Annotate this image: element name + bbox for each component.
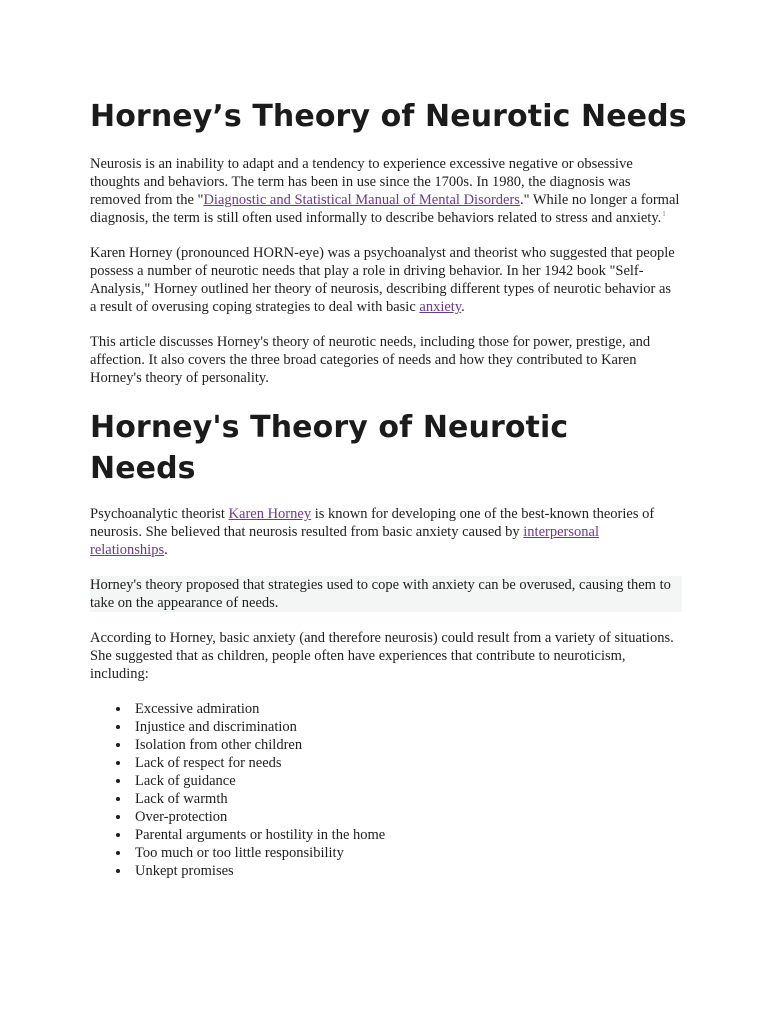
citation-1[interactable]: 1 (662, 210, 666, 219)
dsm-link[interactable]: Diagnostic and Statistical Manual of Mental Disorders (203, 192, 520, 208)
list-item: Lack of guidance (90, 772, 680, 790)
intro-paragraph-3: This article discusses Horney's theory of neurotic needs, including those for power, prestige, and affection. It also covers the three broad categories of needs and how they contributed to Karen Horney's theory of personality. (90, 334, 651, 386)
article-body (90, 96, 687, 880)
causes-list (90, 700, 680, 880)
karen-horney-link[interactable]: Karen Horney (228, 506, 312, 522)
list-item: Lack of warmth (90, 790, 680, 808)
list-item: Isolation from other children (90, 736, 680, 754)
intro-paragraph-2: Karen Horney (pronounced HORN-eye) was a psychoanalyst and theorist who suggested that people possess a number of neurotic needs that play a role in driving behavior. In her 1942 book "Self-Analysis," Horney outlined her theory of neurosis, describing different types of neurotic behavior as a result of overusing coping strategies to deal with basic anxiety. (90, 245, 675, 315)
section-paragraph-1: Psychoanalytic theorist Karen Horney is known for developing one of the best-known theories of neurosis. She believed that neurosis resulted from basic anxiety caused by interpersonal relationships. (90, 506, 655, 558)
bullet-icon (116, 779, 120, 783)
bullet-icon (116, 869, 120, 873)
section-paragraph-2: According to Horney, basic anxiety (and therefore neurosis) could result from a variety of situations. She suggested that as children, people often have experiences that contribute to neuroticism, including: (90, 630, 674, 682)
list-item: Over-protection (90, 808, 680, 826)
bullet-icon (116, 851, 120, 855)
interpersonal-relationships-link[interactable]: interpersonal relationships (90, 524, 599, 558)
bullet-icon (116, 761, 120, 765)
page-title: Horney’s Theory of Neurotic Needs (90, 99, 687, 134)
bullet-icon (116, 743, 120, 747)
bullet-icon (116, 725, 120, 729)
list-item: Parental arguments or hostility in the home (90, 826, 680, 844)
list-item: Injustice and discrimination (90, 718, 680, 736)
intro-paragraph-1: Neurosis is an inability to adapt and a tendency to experience excessive negative or obsessive thoughts and behaviors. The term has been in use since the 1700s. In 1980, the diagnosis was removed from the "Diagnostic and Statistical Manual of Mental Disorders." While no longer a formal diagnosis, the term is still often used informally to describe behaviors related to stress and anxiety.$^1$ (90, 156, 680, 226)
anxiety-link[interactable]: anxiety (419, 299, 462, 315)
list-item: Lack of respect for needs (90, 754, 680, 772)
bullet-icon (116, 833, 120, 837)
bullet-icon (116, 707, 120, 711)
callout-text: Horney's theory proposed that strategies used to cope with anxiety can be overused, causing them to take on the appearance of needs. (90, 577, 671, 611)
list-item: Too much or too little responsibility (90, 844, 680, 862)
highlight-callout (90, 576, 682, 612)
section-heading: Horney's Theory of Neurotic Needs (90, 410, 569, 486)
bullet-icon (116, 815, 120, 819)
list-item: Excessive admiration (90, 700, 680, 718)
list-item: Unkept promises (90, 862, 680, 880)
bullet-icon (116, 797, 120, 801)
